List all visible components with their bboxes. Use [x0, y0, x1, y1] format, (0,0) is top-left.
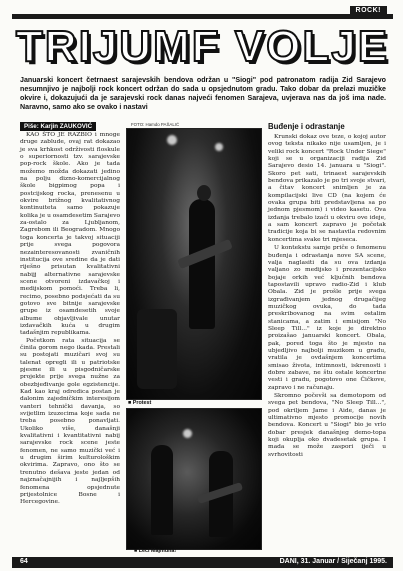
concert-photo-leci — [126, 408, 262, 550]
concert-photo-protest — [126, 122, 262, 400]
page-number: 64 — [20, 558, 28, 565]
author-byline: Piše: Karjin ZAUKOVIĆ — [20, 122, 96, 131]
stage-light — [183, 429, 192, 438]
left-column — [20, 132, 120, 507]
right-column — [268, 134, 386, 460]
amplifier-silhouette — [137, 309, 177, 389]
performer-head — [197, 185, 211, 201]
stage-light — [215, 143, 223, 151]
section-heading: Buđenje i odrastanje — [268, 122, 345, 131]
page-content — [12, 4, 393, 567]
issue-date: DANI, 31. Januar / Siječanj 1995. — [279, 558, 387, 565]
top-bar — [12, 14, 393, 19]
photo-caption-2: ■ Leci Majmuna! — [134, 548, 177, 554]
left-paragraph-1: KAO ŠTO JE RAZBIO i mnoge druge zablude, ovaj rat dokazao je sva krhkost održivosti floskule o superiornosti tzv. sarajevske pop-rock škole. Ako je tada možemo možda dokazati jedino na polju dizno-komercijalnog škole bigpimog popa i postcijskog rocka, prenesenu u okvire brižnog kvalitativnog kontinuiteta samo pokazuje kolika je u osamdesetim Sarajevo za-ostalo za Ljubljanom, Zagrebom ili Beogradom. Mnogo toga koncerta je takvoj situaciji prije svega pogovora nezainteresovanosti zvaničnih institucija ove sredine da je dati riješno prisutan kvalitativni nabijj alternativne sarajevske scene otvoreni izdavačkoj i medijskom pomoći. Treba li, recimo, posebno podsjećati da su gotovo sve bitnije sarajevske grupe iz osamdesetih svoje albume objavljivale unutar izdavačkih kuća u drugim tadašnjim republikama. — [20, 132, 120, 337]
page-title: TRIJUMF VOLJE — [15, 22, 390, 71]
lead-paragraph: Januarski koncert četrnaest sarajevskih bendova održan u "Siogi" pod patronatom radija Zid Sarajevo nesumnjivo je najbolji rock koncert održan do sada u opsjednutom gradu. Tako dobar da prelazi muzičke okvire i, dokazujući da je sarajevski rock danas najveći fenomen Sarajeva, uvjerava nas da još ima nade. Naravno, samo ako se ovako i nastavi — [20, 76, 386, 112]
right-paragraph-1: Krunski dokaz ove teze, o kojoj autor ovog teksta nikako nije usamljen, je i veliki rock koncert "Rock Under Siege" koji se u organizaciji radija Zid Sarajevo desio 14. januara u "Siogi". Skoro pet sati, trinaest sarajevskih bendova prikazalo je po tri svoje stvari, a čitav koncert snimljen je za kompilacijski live CD (na kojem će ovaka grupa biti predstavljena sa po jednom pjesmom) i video kasetu. Ova izdanja trebalo izaći u okviru ove ideje, a sam koncert zapravo je početak tradicije koja bi se nastavila redovnim koncertima svake tri mjeseca. — [268, 134, 386, 243]
stage-light — [167, 135, 177, 145]
performer-silhouette — [151, 445, 173, 535]
right-paragraph-2: U kontekstu samje priče o fenomenu buđenja i odrastanja nove SA scene, valja naglasiti da su ova izdanja valjano zo medijsko i prezentacijsko bojaje orkih već ključnih bendova tapostavili upravo radio-Zid i klub Obala. Zid je prošle prije svega izgrađivanjem jednog drugačijeg muzičkog ovuka, do tada preskribovanog na svim ostalim stanicama, a zatim i emisijom "No Sleep Till..." iz koje je direktno proizašao januarski koncert. Obala, pak, pored toga što je mjesto na ubjedljivo najbolji muzikom u gradu, vratila je ovdašnjem koncertima smisao života, intimnosti, iskrenosti i dobre zabave, ne štu ostale koncertne vesti i gradu, pogotovo one Čičkove, zapravo i ne računaju. — [268, 245, 386, 391]
photo-credit: FOTO: Hamdo PAŠALIĆ — [131, 122, 180, 127]
left-paragraph-2: Početkom rata situacija se činila gorom nego ikada. Prestali su postojati muzičari svoj su talenat opregli ili u patriotske pjesme ili u pisgodničarske projekte prije svega nužne za obezbjeđivanje gole egzistencije. Kad kao kraj odredica postan je dalonim zajedničkim interesijom vanteri tehnički davanja, so svijetlim izuzecima koje sada ne treba posebno ponavljati. Ukoliko više, današnji kvalitativni i kvantitativni nabij sarajevske rock scene jeste fenomen, ne samo muzički već i u drugim širim kulturološkim okvirima. Zapravo, ono što se trenutno dešava jeste jedan od najznačajnijih i najljepših fenomena opsjednute prijestolnice Bosne i Hercegovine. — [20, 337, 120, 506]
right-paragraph-3: Skromno počevši sa demotopom od svega pet bendova, "No Sleep Till...", pod okriljem Jame i Aide, danas je ultimativno mjesto promocije novih bendova. Koncert u "Siogi" bio je vrlo dobar presjek današnjeg demo-topa koji okuplja oko dvadesetak grupa. I mada se može zaspori iječi u svrhovitosti — [268, 393, 386, 458]
photo-caption-1: ■ Protest — [128, 400, 152, 406]
section-tag: ROCK! — [350, 6, 387, 15]
